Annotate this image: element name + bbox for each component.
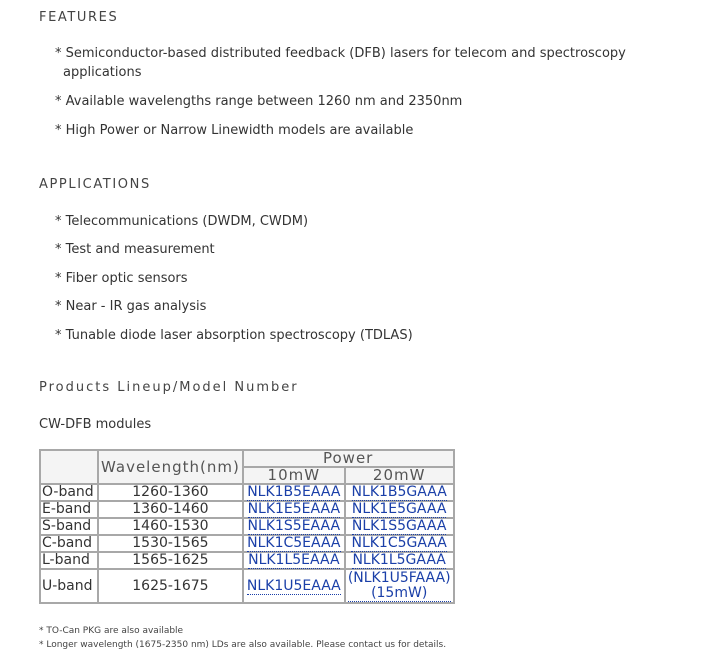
band-cell: E-band <box>40 501 98 518</box>
lineup-subheading: CW-DFB modules <box>39 417 152 432</box>
feature-item-line1: * Semiconductor-based distributed feedback (DFB) lasers for telecom and spectroscopy <box>55 46 626 61</box>
model-table <box>39 449 455 604</box>
model-link[interactable]: NLK1S5GAAA <box>351 518 447 534</box>
application-item: * Near - IR gas analysis <box>55 299 207 314</box>
model-link[interactable]: NLK1S5EAAA <box>247 518 341 534</box>
model-link[interactable] <box>348 571 451 602</box>
wavelength-cell: 1360-1460 <box>98 501 243 518</box>
power-20mw-header: 20mW <box>345 467 454 484</box>
application-item: * Telecommunications (DWDM, CWDM) <box>55 214 309 229</box>
table-row <box>40 501 454 518</box>
model-link[interactable]: NLK1L5GAAA <box>352 552 446 568</box>
model-link[interactable]: NLK1C5EAAA <box>247 535 341 551</box>
band-cell: C-band <box>40 535 98 552</box>
table-row <box>40 535 454 552</box>
footnote: * Longer wavelength (1675-2350 nm) LDs are also available. Please contact us for details. <box>39 640 447 650</box>
wavelength-cell: 1565-1625 <box>98 552 243 569</box>
wavelength-cell: 1260-1360 <box>98 484 243 501</box>
model-link-line1: (NLK1U5FAAA) <box>347 569 451 586</box>
feature-item <box>55 44 655 82</box>
band-cell: S-band <box>40 518 98 535</box>
feature-item: * High Power or Narrow Linewidth models are available <box>55 123 414 138</box>
model-link-line2: (15mW) <box>371 584 428 601</box>
power-10mw-header: 10mW <box>243 467 345 484</box>
application-item: * Tunable diode laser absorption spectroscopy (TDLAS) <box>55 328 413 343</box>
table-row <box>40 484 454 501</box>
band-header-cell <box>40 450 98 484</box>
wavelength-cell: 1460-1530 <box>98 518 243 535</box>
application-item: * Fiber optic sensors <box>55 271 188 286</box>
application-item: * Test and measurement <box>55 242 215 257</box>
table-header-row <box>40 450 454 467</box>
model-link[interactable]: NLK1B5GAAA <box>351 484 447 500</box>
model-link[interactable]: NLK1L5EAAA <box>248 552 340 568</box>
table-row <box>40 518 454 535</box>
model-link[interactable]: NLK1E5GAAA <box>351 501 447 517</box>
model-link[interactable]: NLK1B5EAAA <box>247 484 341 500</box>
footnote: * TO-Can PKG are also available <box>39 626 184 636</box>
applications-heading: APPLICATIONS <box>39 177 151 192</box>
band-cell: O-band <box>40 484 98 501</box>
features-heading: FEATURES <box>39 10 119 25</box>
feature-item: * Available wavelengths range between 1260 nm and 2350nm <box>55 94 463 109</box>
wavelength-cell: 1625-1675 <box>98 569 243 603</box>
power-header: Power <box>243 450 454 467</box>
band-cell: L-band <box>40 552 98 569</box>
model-link[interactable]: NLK1U5EAAA <box>246 577 341 594</box>
table-row <box>40 569 454 603</box>
feature-item-line2: applications <box>63 65 142 80</box>
lineup-heading: Products Lineup/Model Number <box>39 380 299 395</box>
model-link[interactable]: NLK1E5EAAA <box>247 501 341 517</box>
model-link[interactable]: NLK1C5GAAA <box>351 535 447 551</box>
wavelength-cell: 1530-1565 <box>98 535 243 552</box>
table-row <box>40 552 454 569</box>
band-cell: U-band <box>40 569 98 603</box>
wavelength-header: Wavelength(nm) <box>98 450 243 484</box>
